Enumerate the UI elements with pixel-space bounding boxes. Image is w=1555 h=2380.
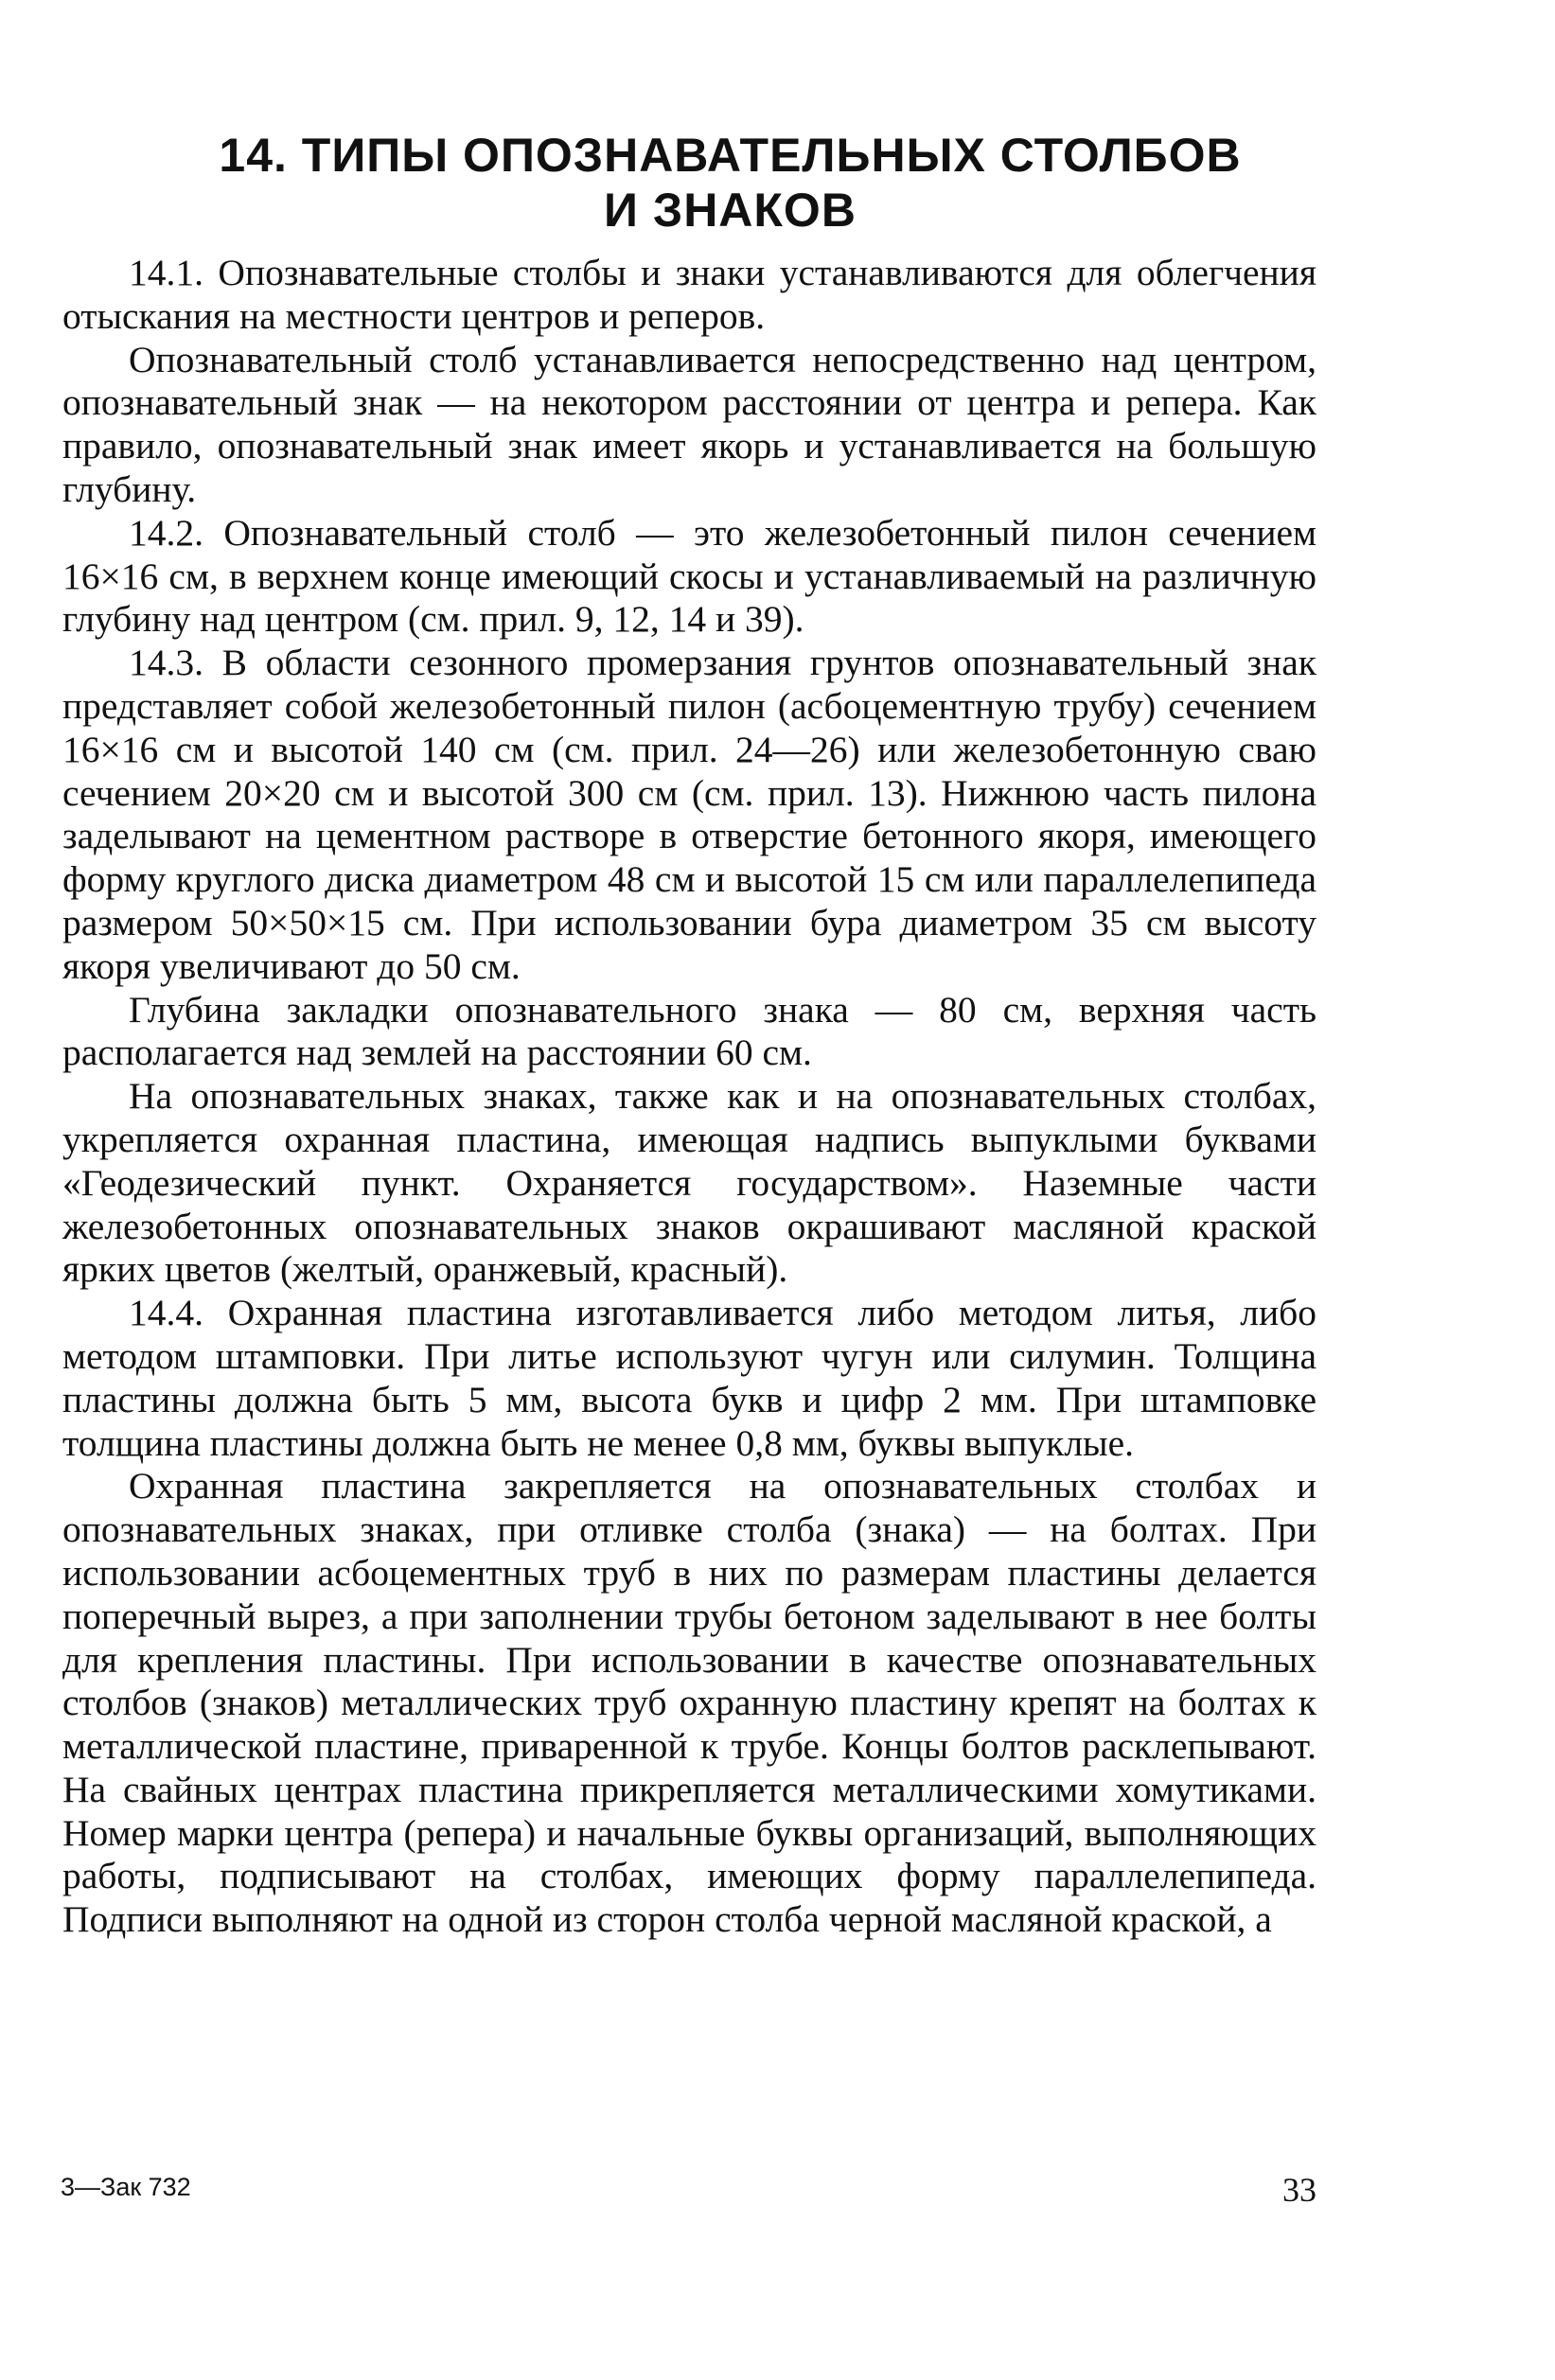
body-text bbox=[62, 252, 1316, 1942]
page-number: 33 bbox=[1282, 2171, 1316, 2209]
section-title-line-1: 14. ТИПЫ ОПОЗНАВАТЕЛЬНЫХ СТОЛБОВ bbox=[219, 129, 1242, 182]
paragraph-14-2: 14.2. Опознавательный столб — это железобетонный пилон сечением 16×16 см, в верхнем конце имеющий скосы и устанавливаемый на различную глубину над центром (см. прил. 9, 12, 14 и 39). bbox=[62, 511, 1316, 641]
paragraph-14-4: 14.4. Охранная пластина изготавливается либо методом литья, либо методом штамповки. При литье используют чугун или силумин. Толщина пластины должна быть 5 мм, высота букв и цифр 2 мм. При штамповке толщина пластины должна быть не менее 0,8 мм, буквы выпуклые. bbox=[62, 1292, 1316, 1464]
paragraph-14-3: 14.3. В области сезонного промерзания грунтов опознавательный знак представляет собой железобетонный пилон (асбоцементную трубу) сечением 16×16 см и высотой 140 см (см. прил. 24—26) или железобетонную сваю сечением 20×20 см и высотой 300 см (см. прил. 13). Нижнюю часть пилона заделывают на цементном растворе в отверстие бетонного якоря, имеющего форму круглого диска диаметром 48 см и высотой 15 см или параллелепипеда размером 50×50×15 см. При использовании бура диаметром 35 см высоту якоря увеличивают до 50 см. bbox=[62, 642, 1316, 987]
section-title bbox=[189, 128, 1271, 238]
section-title-line-2: И ЗНАКОВ bbox=[604, 184, 857, 237]
paragraph-depth: Глубина закладки опознавательного знака — 80 см, верхняя часть располагается над землей на расстоянии 60 см. bbox=[62, 988, 1316, 1074]
paragraph-14-1: 14.1. Опознавательные столбы и знаки устанавливаются для облегчения отыскания на местности центров и реперов. bbox=[62, 252, 1316, 337]
paragraph-stolb-description: Опознавательный столб устанавливается непосредственно над центром, опознавательный знак — на некотором расстоянии от центра и репера. Как правило, опознавательный знак имеет якорь и устанавливается на большую глубину. bbox=[62, 338, 1316, 510]
paragraph-plate-mounting: Охранная пластина закрепляется на опознавательных столбах и опознавательных знаках, при отливке столба (знака) — на болтах. При использовании асбоцементных труб в них по размерам пластины делается поперечный вырез, а при заполнении трубы бетоном заделывают в нее болты для крепления пластины. При использовании в качестве опознавательных столбов (знаков) металлических труб охранную пластину крепят на болтах к металлической пластине, приваренной к трубе. Концы болтов расклепывают. На свайных центрах пластина прикрепляется металлическими хомутиками. Номер марки центра (репера) и начальные буквы организаций, выполняющих работы, подписывают на столбах, имеющих форму параллелепипеда. Подписи выполняют на одной из сторон столба черной масляной краской, а bbox=[62, 1465, 1316, 1941]
paragraph-plate: На опознавательных знаках, также как и на опознавательных столбах, укрепляется охранная пластина, имеющая надпись выпуклыми буквами «Геодезический пункт. Охраняется государством». Наземные части железобетонных опознавательных знаков окрашивают масляной краской ярких цветов (желтый, оранжевый, красный). bbox=[62, 1075, 1316, 1291]
print-mark: 3—Зак 732 bbox=[61, 2173, 191, 2201]
